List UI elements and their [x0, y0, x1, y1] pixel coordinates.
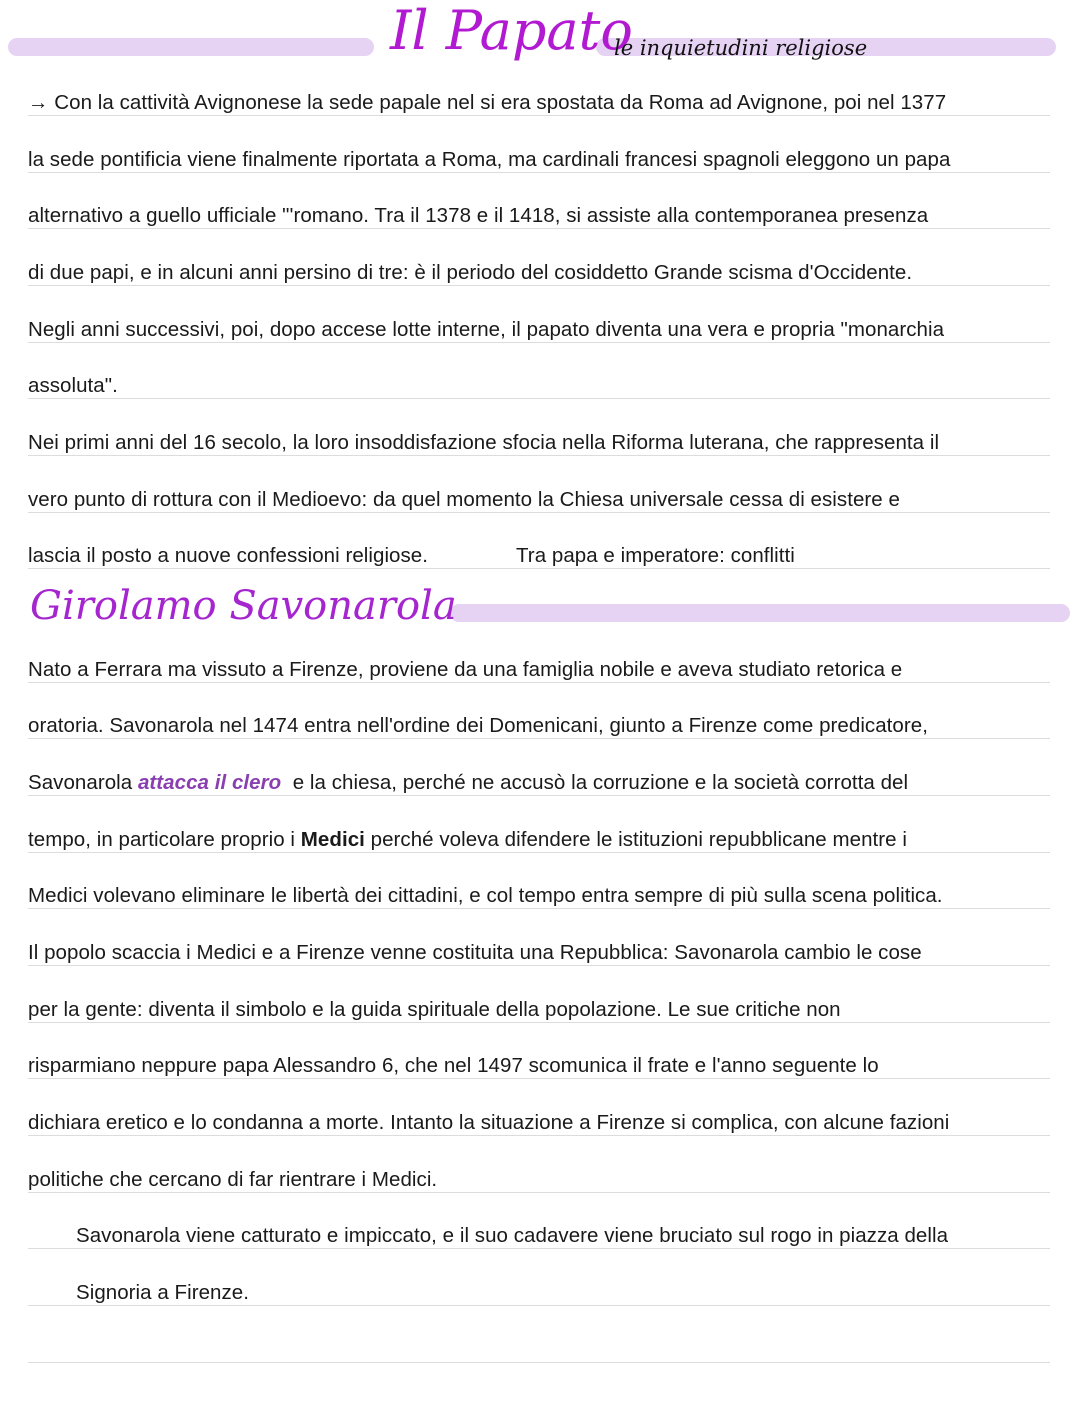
text-run: tempo, in particolare proprio i — [28, 828, 301, 851]
text-run: perché voleva difendere le istituzioni repubblicane mentre i — [364, 828, 907, 851]
body-line: risparmiano neppure papa Alessandro 6, che nel 1497 scomunica il frate e l'anno seguente lo — [28, 1054, 879, 1077]
rule-line — [28, 852, 1050, 853]
body-line: Savonarola viene catturato e impiccato, e il suo cadavere viene bruciato sul rogo in piazza della — [76, 1224, 949, 1247]
section-title-papato: Il Papato — [390, 0, 633, 62]
body-line: dichiara eretico e lo condanna a morte. Intanto la situazione a Firenze si complica, con alcune fazioni — [28, 1111, 950, 1134]
rule-line — [28, 795, 1050, 796]
rule-line — [28, 1135, 1050, 1136]
section-subtitle: le inquietudini religiose — [614, 36, 868, 60]
rule-line — [28, 965, 1050, 966]
text-run: e la chiesa, perché ne accusò la corruzione e la società corrotta del — [281, 771, 909, 794]
rule-line — [28, 1248, 1050, 1249]
body-line-aside: Tra papa e imperatore: conflitti — [516, 544, 795, 567]
rule-line — [28, 908, 1050, 909]
rule-line — [28, 172, 1050, 173]
body-line: assoluta". — [28, 374, 118, 397]
rule-line — [28, 398, 1050, 399]
body-line: per la gente: diventa il simbolo e la guida spirituale della popolazione. Le sue critiche non — [28, 998, 841, 1021]
body-line: Nato a Ferrara ma vissuto a Firenze, proviene da una famiglia nobile e aveva studiato retorica e — [28, 658, 903, 681]
emphasis-medici: Medici — [300, 828, 365, 851]
rule-line — [28, 455, 1050, 456]
rule-line — [28, 285, 1050, 286]
body-line: lascia il posto a nuove confessioni religiose. — [28, 544, 428, 567]
rule-line — [28, 1305, 1050, 1306]
body-line: Medici volevano eliminare le libertà dei cittadini, e col tempo entra sempre di più sulla scena politica. — [28, 884, 943, 907]
rule-line — [28, 1192, 1050, 1193]
rule-line — [28, 115, 1050, 116]
rule-line — [28, 1078, 1050, 1079]
body-line: di due papi, e in alcuni anni persino di tre: è il periodo del cosiddetto Grande scisma d'Occidente. — [28, 261, 913, 284]
title-highlight-left — [8, 38, 374, 56]
body-line: la sede pontificia viene finalmente riportata a Roma, ma cardinali francesi spagnoli eleggono un papa — [28, 148, 951, 171]
body-line: Nei primi anni del 16 secolo, la loro insoddisfazione sfocia nella Riforma luterana, che rappresenta il — [28, 431, 940, 454]
body-line — [28, 828, 907, 852]
rule-line — [28, 568, 1050, 569]
rule-line — [28, 342, 1050, 343]
rule-line — [28, 228, 1050, 229]
section-title-savonarola: Girolamo Savonarola — [30, 583, 457, 629]
rule-line — [28, 1362, 1050, 1363]
rule-line — [28, 512, 1050, 513]
rule-line — [28, 1022, 1050, 1023]
text-run: Savonarola — [28, 771, 138, 794]
body-line — [28, 771, 908, 795]
body-line: alternativo a guello ufficiale "'romano. Tra il 1378 e il 1418, si assiste alla contemporanea presenza — [28, 204, 929, 227]
body-line: → Con la cattività Avignonese la sede papale nel si era spostata da Roma ad Avignone, poi nel 1377 — [28, 91, 947, 114]
body-line: politiche che cercano di far rientrare i Medici. — [28, 1168, 438, 1191]
emphasis-attacca-il-clero: attacca il clero — [137, 771, 282, 794]
body-line: Negli anni successivi, poi, dopo accese lotte interne, il papato diventa una vera e propria "monarchia — [28, 318, 945, 341]
body-line: Il popolo scaccia i Medici e a Firenze venne costituita una Repubblica: Savonarola cambio le cose — [28, 941, 922, 964]
body-line: Signoria a Firenze. — [76, 1281, 250, 1304]
body-line: vero punto di rottura con il Medioevo: da quel momento la Chiesa universale cessa di esistere e — [28, 488, 900, 511]
rule-line — [28, 738, 1050, 739]
title-highlight-right — [450, 604, 1070, 622]
rule-line — [28, 682, 1050, 683]
body-line: oratoria. Savonarola nel 1474 entra nell'ordine dei Domenicani, giunto a Firenze come predicatore, — [28, 714, 928, 737]
